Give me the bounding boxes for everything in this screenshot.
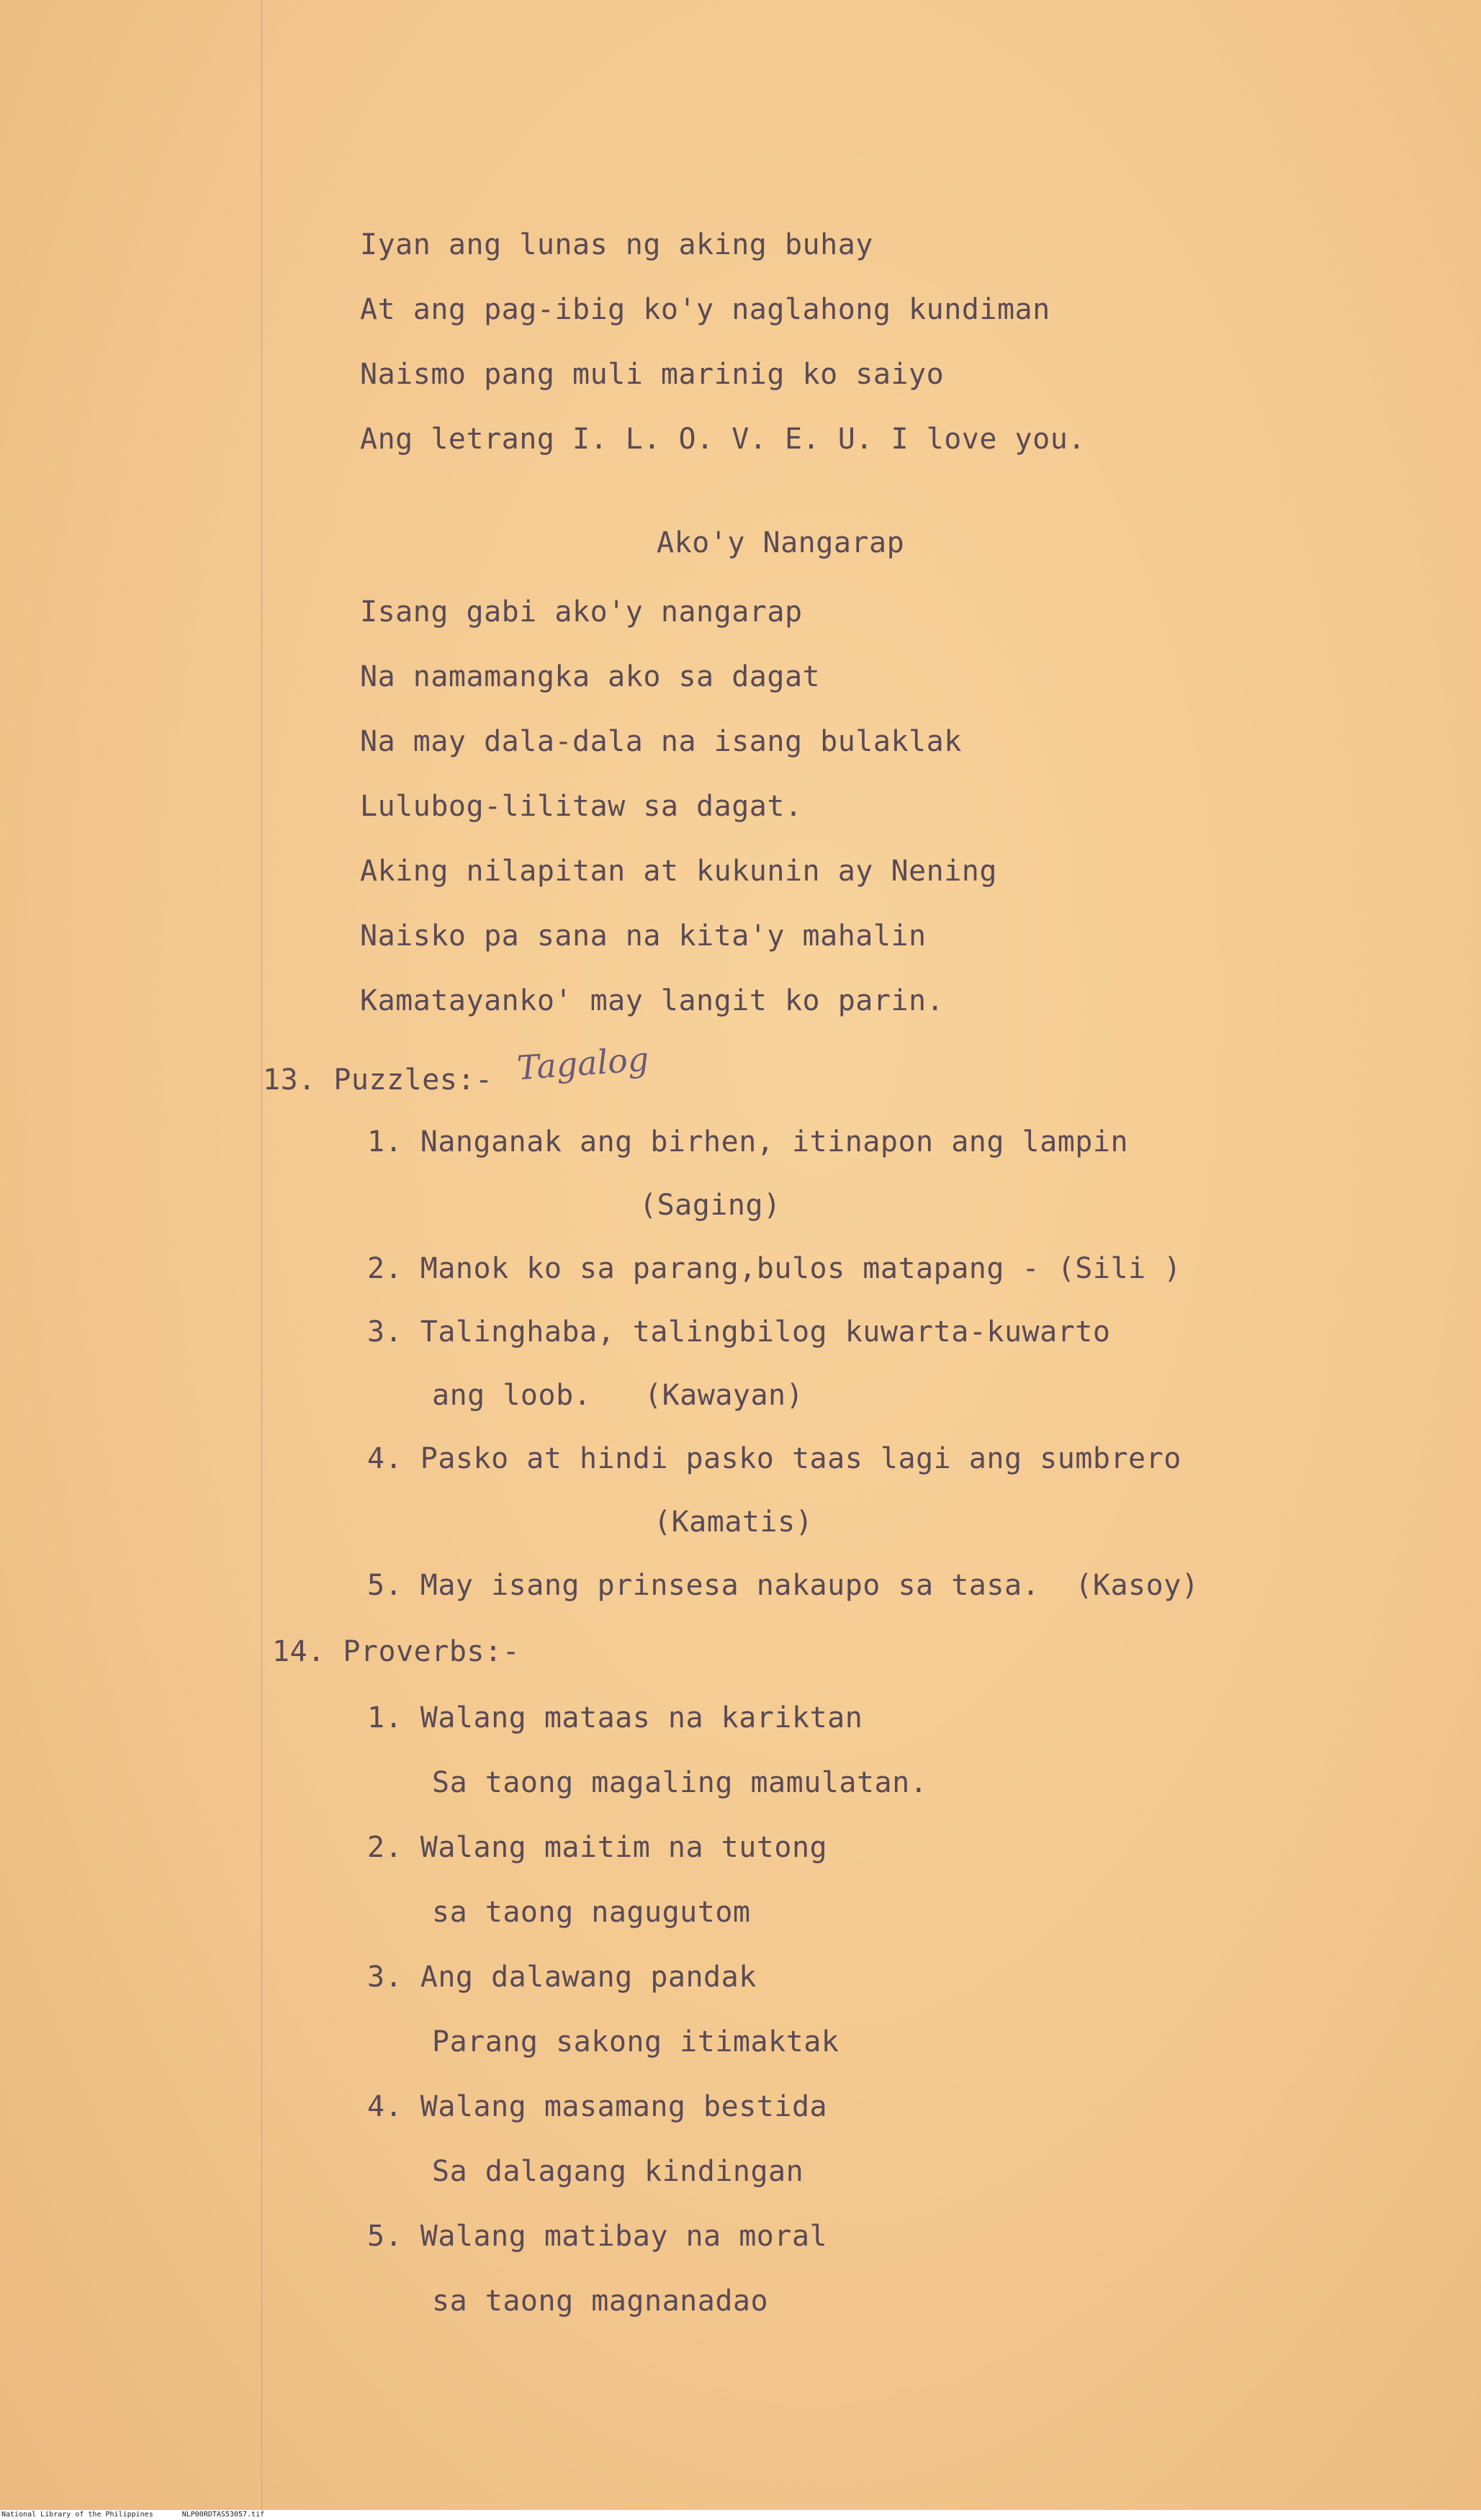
poem2-line-1: Isang gabi ako'y nangarap: [360, 595, 803, 629]
puzzle-3: 3. Talinghaba, talingbilog kuwarta-kuwarto: [367, 1315, 1111, 1349]
poem1-line-4: Ang letrang I. L. O. V. E. U. I love you.: [360, 423, 1086, 456]
poem2-line-6: Naisko pa sana na kita'y mahalin: [360, 919, 927, 953]
proverbs-heading: 14. Proverbs:-: [272, 1635, 521, 1668]
proverb-1-cont: Sa taong magaling mamulatan.: [432, 1766, 928, 1799]
poem1-line-2: At ang pag-ibig ko'y naglahong kundiman: [360, 293, 1050, 326]
proverb-1: 1. Walang mataas na kariktan: [367, 1701, 863, 1734]
proverb-4-cont: Sa dalagang kindingan: [432, 2155, 804, 2188]
proverb-5-cont: sa taong magnanadao: [432, 2285, 769, 2318]
proverb-5: 5. Walang matibay na moral: [367, 2220, 828, 2253]
puzzle-3-cont: ang loob. (Kawayan): [432, 1379, 804, 1412]
puzzle-2: 2. Manok ko sa parang,bulos matapang - (Sili ): [367, 1252, 1181, 1285]
poem2-title: Ako'y Nangarap: [657, 526, 905, 559]
proverb-3: 3. Ang dalawang pandak: [367, 1961, 757, 1994]
handwritten-note: Tagalog: [516, 1039, 650, 1088]
poem2-line-2: Na namamangka ako sa dagat: [360, 660, 821, 693]
poem2-line-7: Kamatayanko' may langit ko parin.: [360, 984, 945, 1017]
puzzle-4: 4. Pasko at hindi pasko taas lagi ang sumbrero: [367, 1442, 1181, 1475]
scan-footer: [0, 2510, 1481, 2520]
puzzles-heading: 13. Puzzles:-: [263, 1063, 493, 1097]
poem2-line-4: Lulubog-lilitaw sa dagat.: [360, 790, 803, 823]
proverb-2: 2. Walang maitim na tutong: [367, 1831, 828, 1864]
proverb-2-cont: sa taong nagugutom: [432, 1896, 751, 1929]
poem1-line-3: Naismo pang muli marinig ko saiyo: [360, 358, 945, 391]
proverb-4: 4. Walang masamang bestida: [367, 2090, 828, 2123]
footer-library: National Library of the Philippines: [1, 2511, 153, 2519]
footer-file: NLP00RDTAS53057.tif: [181, 2511, 265, 2519]
puzzle-1-answer: (Saging): [639, 1189, 781, 1222]
puzzle-4-answer: (Kamatis): [654, 1506, 814, 1539]
puzzle-1: 1. Nanganak ang birhen, itinapon ang lampin: [367, 1125, 1129, 1158]
poem2-line-5: Aking nilapitan at kukunin ay Nening: [360, 855, 997, 888]
margin-rule: [261, 0, 263, 2520]
puzzle-5: 5. May isang prinsesa nakaupo sa tasa. (Kasoy): [367, 1569, 1199, 1602]
poem1-line-1: Iyan ang lunas ng aking buhay: [360, 228, 873, 261]
poem2-line-3: Na may dala-dala na isang bulaklak: [360, 725, 962, 758]
proverb-3-cont: Parang sakong itimaktak: [432, 2025, 839, 2058]
